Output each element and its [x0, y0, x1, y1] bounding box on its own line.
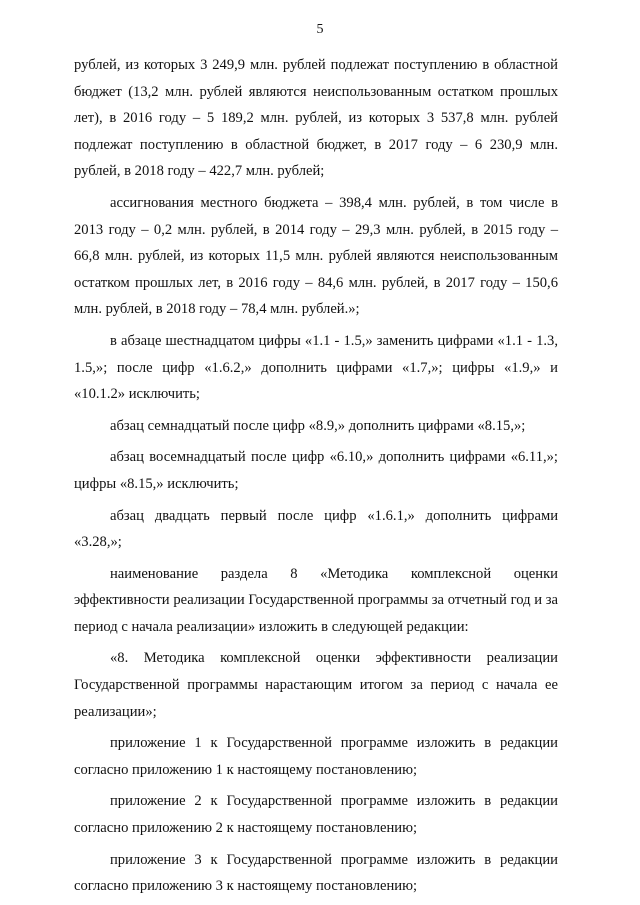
page-number: 5: [316, 22, 324, 37]
paragraph-local-budget: ассигнования местного бюджета – 398,4 млн. рублей, в том числе в 2013 году – 0,2 млн. рублей, в 2014 году – 29,3 млн. рублей, в 2015 году – 66,8 млн. рублей, из которых 11,5 млн. рублей являются неиспользованным остатком прошлых лет, в 2016 году – 84,6 млн. рублей, в 2017 году – 150,6 млн. рублей, в 2018 году – 78,4 млн. рублей.»;: [74, 194, 558, 318]
paragraph-appendix-2: приложение 2 к Государственной программе изложить в редакции согласно приложению 2 к настоящему постановлению;: [74, 793, 558, 837]
paragraph-section-8-title: наименование раздела 8 «Методика комплексной оценки эффективности реализации Государственной программы за отчетный год и за период с начала реализации» изложить в следующей редакции:: [74, 565, 558, 635]
document-body: [74, 52, 558, 905]
paragraph-appendix-3: приложение 3 к Государственной программе изложить в редакции согласно приложению 3 к настоящему постановлению;: [74, 851, 558, 895]
paragraph-sixteenth: в абзаце шестнадцатом цифры «1.1 - 1.5,» заменить цифрами «1.1 - 1.3, 1.5,»; после цифр «1.6.2,» дополнить цифрами «1.7,»; цифры «1.9,» и «10.1.2» исключить;: [74, 332, 558, 403]
paragraph-budget-continuation: рублей, из которых 3 249,9 млн. рублей подлежат поступлению в областной бюджет (13,2 млн. рублей являются неиспользованным остатком прошлых лет), в 2016 году – 5 189,2 млн. рублей, из которых 3 537,8 млн. рублей подлежат поступлению в областной бюджет, в 2017 году – 6 230,9 млн. рублей, в 2018 году – 422,7 млн. рублей;: [74, 57, 558, 180]
paragraph-eighteenth: абзац восемнадцатый после цифр «6.10,» дополнить цифрами «6.11,»; цифры «8.15,» исключить;: [74, 449, 558, 492]
paragraph-section-8-new-title: «8. Методика комплексной оценки эффективности реализации Государственной программы нарастающим итогом за период с начала ее реализации»;: [74, 650, 558, 720]
paragraph-appendix-1: приложение 1 к Государственной программе изложить в редакции согласно приложению 1 к настоящему постановлению;: [74, 735, 558, 778]
paragraph-twenty-first: абзац двадцать первый после цифр «1.6.1,» дополнить цифрами «3.28,»;: [74, 507, 558, 551]
paragraph-seventeenth: абзац семнадцатый после цифр «8.9,» дополнить цифрами «8.15,»;: [110, 417, 526, 434]
